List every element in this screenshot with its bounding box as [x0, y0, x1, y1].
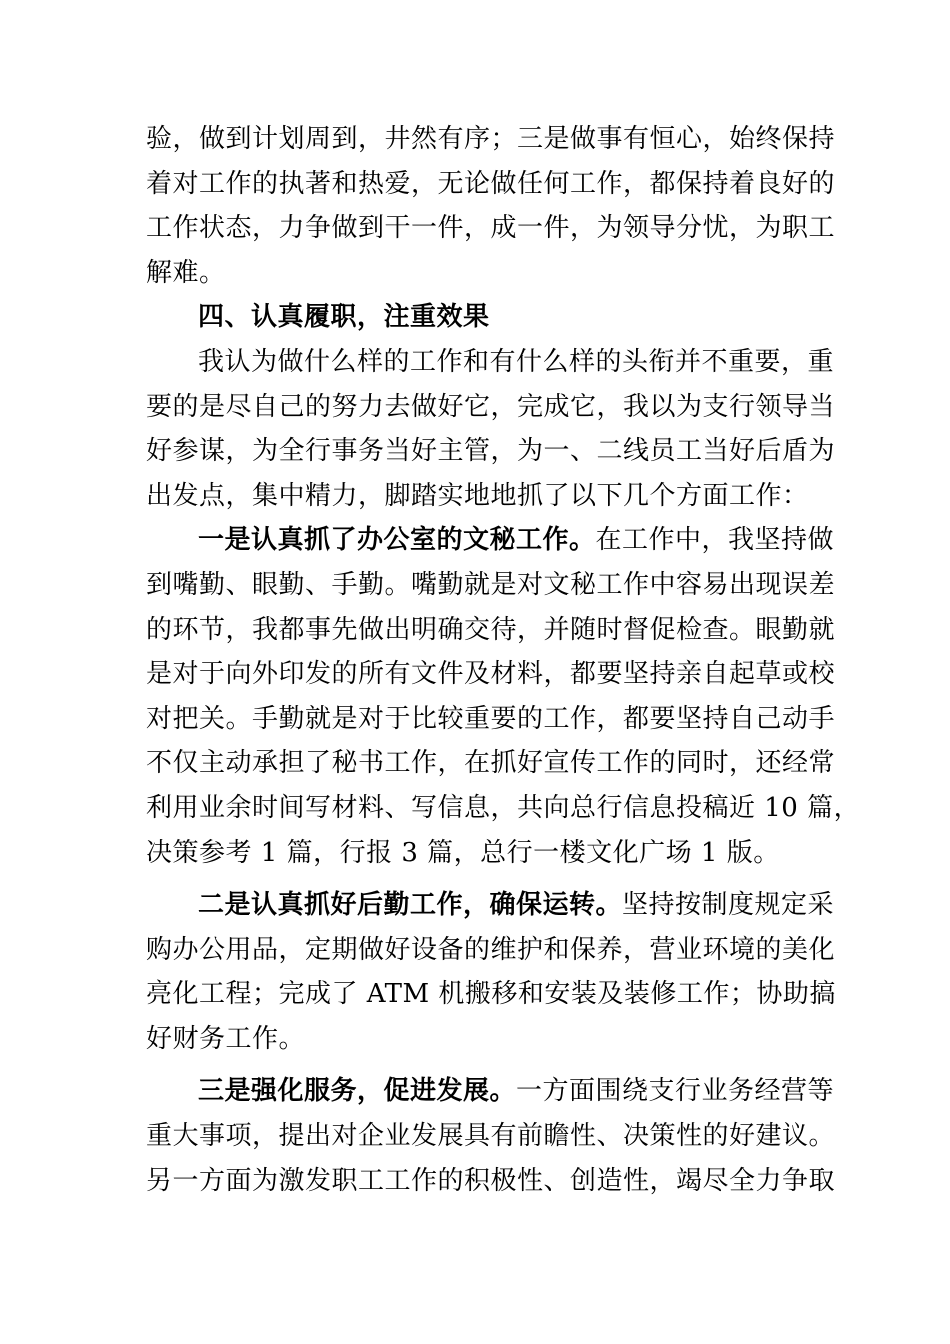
text-line: 决策参考 1 篇，行报 3 篇，总行一楼文化广场 1 版。 — [146, 837, 780, 868]
text-line: 我认为做什么样的工作和有什么样的头衔并不重要，重 — [198, 346, 835, 377]
paragraph-intro — [146, 340, 836, 518]
paragraph-logistics-work — [146, 883, 836, 1061]
text-line: 解难。 — [146, 257, 226, 288]
text-line: 出发点，集中精力，脚踏实地地抓了以下几个方面工作： — [146, 480, 809, 511]
bold-lead: 二是认真抓好后勤工作，确保运转。 — [198, 890, 623, 921]
text-line: 好参谋，为全行事务当好主管，为一、二线员工当好后盾为 — [146, 436, 836, 467]
text-line — [146, 1069, 835, 1114]
text-line: 购办公用品，定期做好设备的维护和保养，营业环境的美化 — [146, 934, 836, 965]
paragraph-service-development — [146, 1069, 836, 1203]
text-line: 重大事项，提出对企业发展具有前瞻性、决策性的好建议。 — [146, 1121, 836, 1152]
paragraph-spacer — [146, 1061, 806, 1069]
document-page — [146, 117, 861, 1203]
text-line — [146, 518, 835, 563]
text-line: 验，做到计划周到，井然有序；三是做事有恒心，始终保持 — [146, 124, 836, 154]
text-line: 的环节，我都事先做出明确交待，并随时督促检查。眼勤就 — [146, 614, 836, 645]
text-line: 另一方面为激发职工工作的积极性、创造性，竭尽全力争取 — [146, 1165, 836, 1196]
section-heading: 四、认真履职，注重效果 — [198, 302, 490, 333]
text-line: 要的是尽自己的努力去做好它，完成它，我以为支行领导当 — [146, 391, 836, 422]
text-line: 对把关。手勤就是对于比较重要的工作，都要坚持自己动手 — [146, 703, 836, 734]
lead-rest: 坚持按制度规定采 — [622, 890, 835, 921]
bold-lead: 三是强化服务，促进发展。 — [198, 1076, 517, 1107]
text-line: 到嘴勤、眼勤、手勤。嘴勤就是对文秘工作中容易出现误差 — [146, 569, 836, 600]
lead-rest: 一方面围绕支行业务经营等 — [516, 1076, 835, 1107]
paragraph-continuation — [146, 117, 836, 295]
text-line: 工作状态，力争做到干一件，成一件，为领导分忧，为职工 — [146, 213, 836, 244]
text-line: 利用业余时间写材料、写信息，共向总行信息投稿近 10 篇， — [146, 792, 861, 823]
bold-lead: 一是认真抓了办公室的文秘工作。 — [198, 525, 596, 556]
text-line — [146, 883, 835, 928]
paragraph-secretarial-work — [146, 518, 861, 875]
text-line: 不仅主动承担了秘书工作，在抓好宣传工作的同时，还经常 — [146, 748, 836, 779]
text-line: 亮化工程；完成了 ATM 机搬移和安装及装修工作；协助搞 — [146, 979, 836, 1010]
lead-rest: 在工作中，我坚持做 — [595, 525, 835, 556]
text-line: 好财务工作。 — [146, 1023, 306, 1054]
paragraph-spacer — [146, 875, 806, 883]
text-line: 着对工作的执著和热爱，无论做任何工作，都保持着良好的 — [146, 168, 836, 199]
text-line: 是对于向外印发的所有文件及材料，都要坚持亲自起草或校 — [146, 659, 836, 690]
